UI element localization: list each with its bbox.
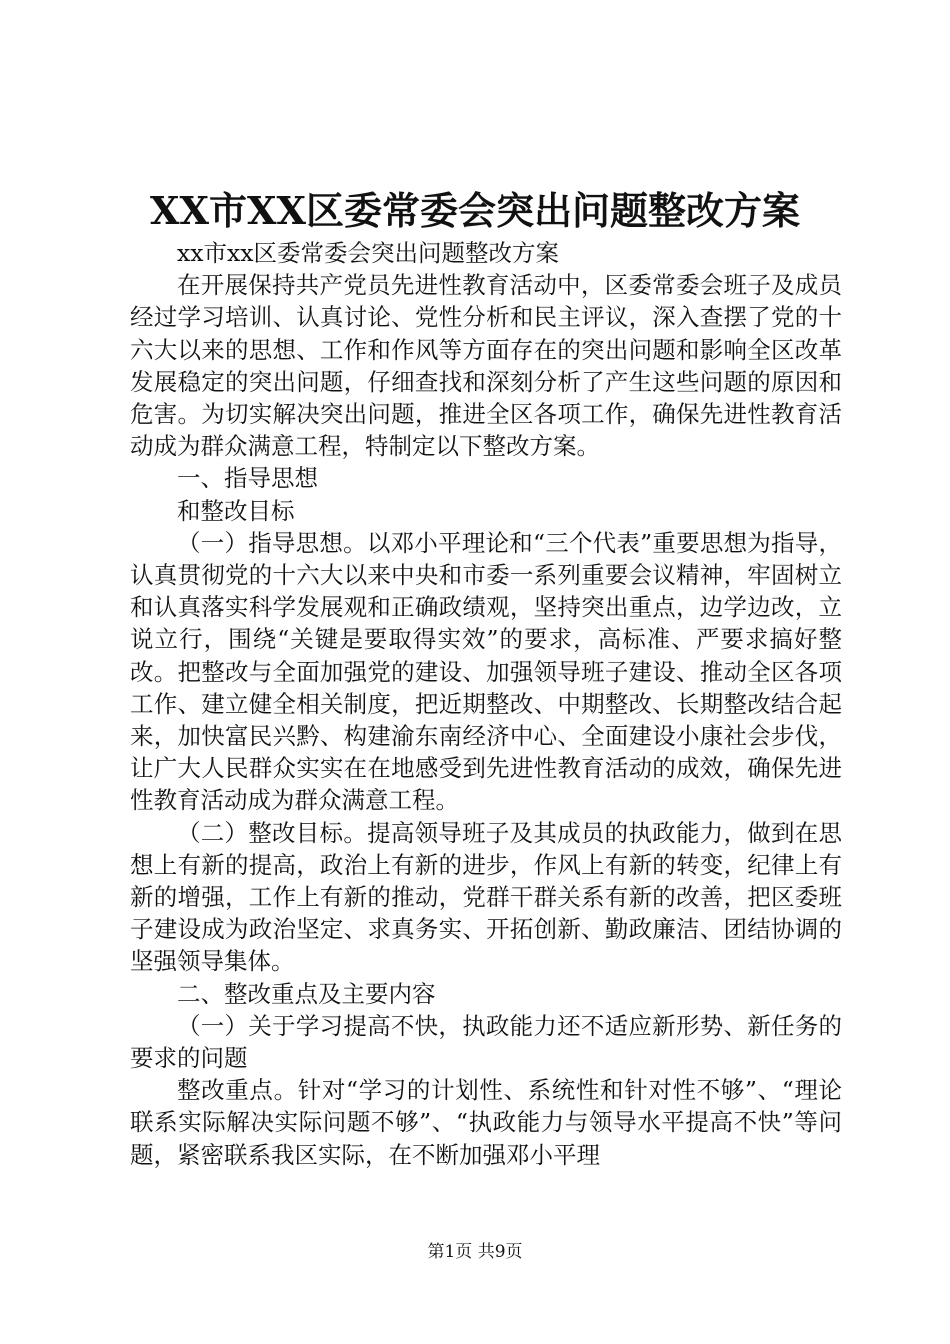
rectification-focus-paragraph: 整改重点。针对“学习的计划性、系统性和针对性不够”、“理论联系实际解决实际问题不够”、“执政能力与领导水平提高不快”等问题，紧密联系我区实际，在不断加强邓小平理 <box>130 1076 842 1169</box>
document-title: XX市XX区委常委会突出问题整改方案 <box>150 188 800 233</box>
section-heading-1: 一、指导思想 <box>177 464 318 493</box>
subsection-heading-2-1: （一）关于学习提高不快，执政能力还不适应新形势、新任务的要求的问题 <box>130 1011 842 1073</box>
guiding-ideology-paragraph: （一）指导思想。以邓小平理论和“三个代表”重要思想为指导，认真贯彻党的十六大以来中央和市委一系列重要会议精神，牢固树立和认真落实科学发展观和正确政绩观，坚持突出重点，边学边改，立说立行，围绕“关键是要取得实效”的要求，高标准、严要求搞好整改。把整改与全面加强党的建设、加强领导班子建设、推动全区各项工作、建立健全相关制度，把近期整改、中期整改、长期整改结合起来，加快富民兴黔、构建渝东南经济中心、全面建设小康社会步伐，让广大人民群众实实在在地感受到先进性教育活动的成效，确保先进性教育活动成为群众满意工程。 <box>130 528 842 815</box>
page-footer: 第1页 共9页 <box>427 1242 523 1262</box>
intro-paragraph: 在开展保持共产党员先进性教育活动中，区委常委会班子及成员经过学习培训、认真讨论、党性分析和民主评议，深入查摆了党的十六大以来的思想、工作和作风等方面存在的突出问题和影响全区改革发展稳定的突出问题，仔细查找和深刻分析了产生这些问题的原因和危害。为切实解决突出问题，推进全区各项工作，确保先进性教育活动成为群众满意工程，特制定以下整改方案。 <box>130 271 842 461</box>
section-heading-2: 二、整改重点及主要内容 <box>177 979 436 1008</box>
section-heading-1-continued: 和整改目标 <box>177 496 295 525</box>
subtitle-paragraph: xx市xx区委常委会突出问题整改方案 <box>177 239 560 267</box>
document-body <box>130 237 842 1171</box>
rectification-goal-paragraph: （二）整改目标。提高领导班子及其成员的执政能力，做到在思想上有新的提高，政治上有新的进步，作风上有新的转变，纪律上有新的增强，工作上有新的推动，党群干群关系有新的改善，把区委班子建设成为政治坚定、求真务实、开拓创新、勤政廉洁、团结协调的坚强领导集体。 <box>130 818 842 976</box>
